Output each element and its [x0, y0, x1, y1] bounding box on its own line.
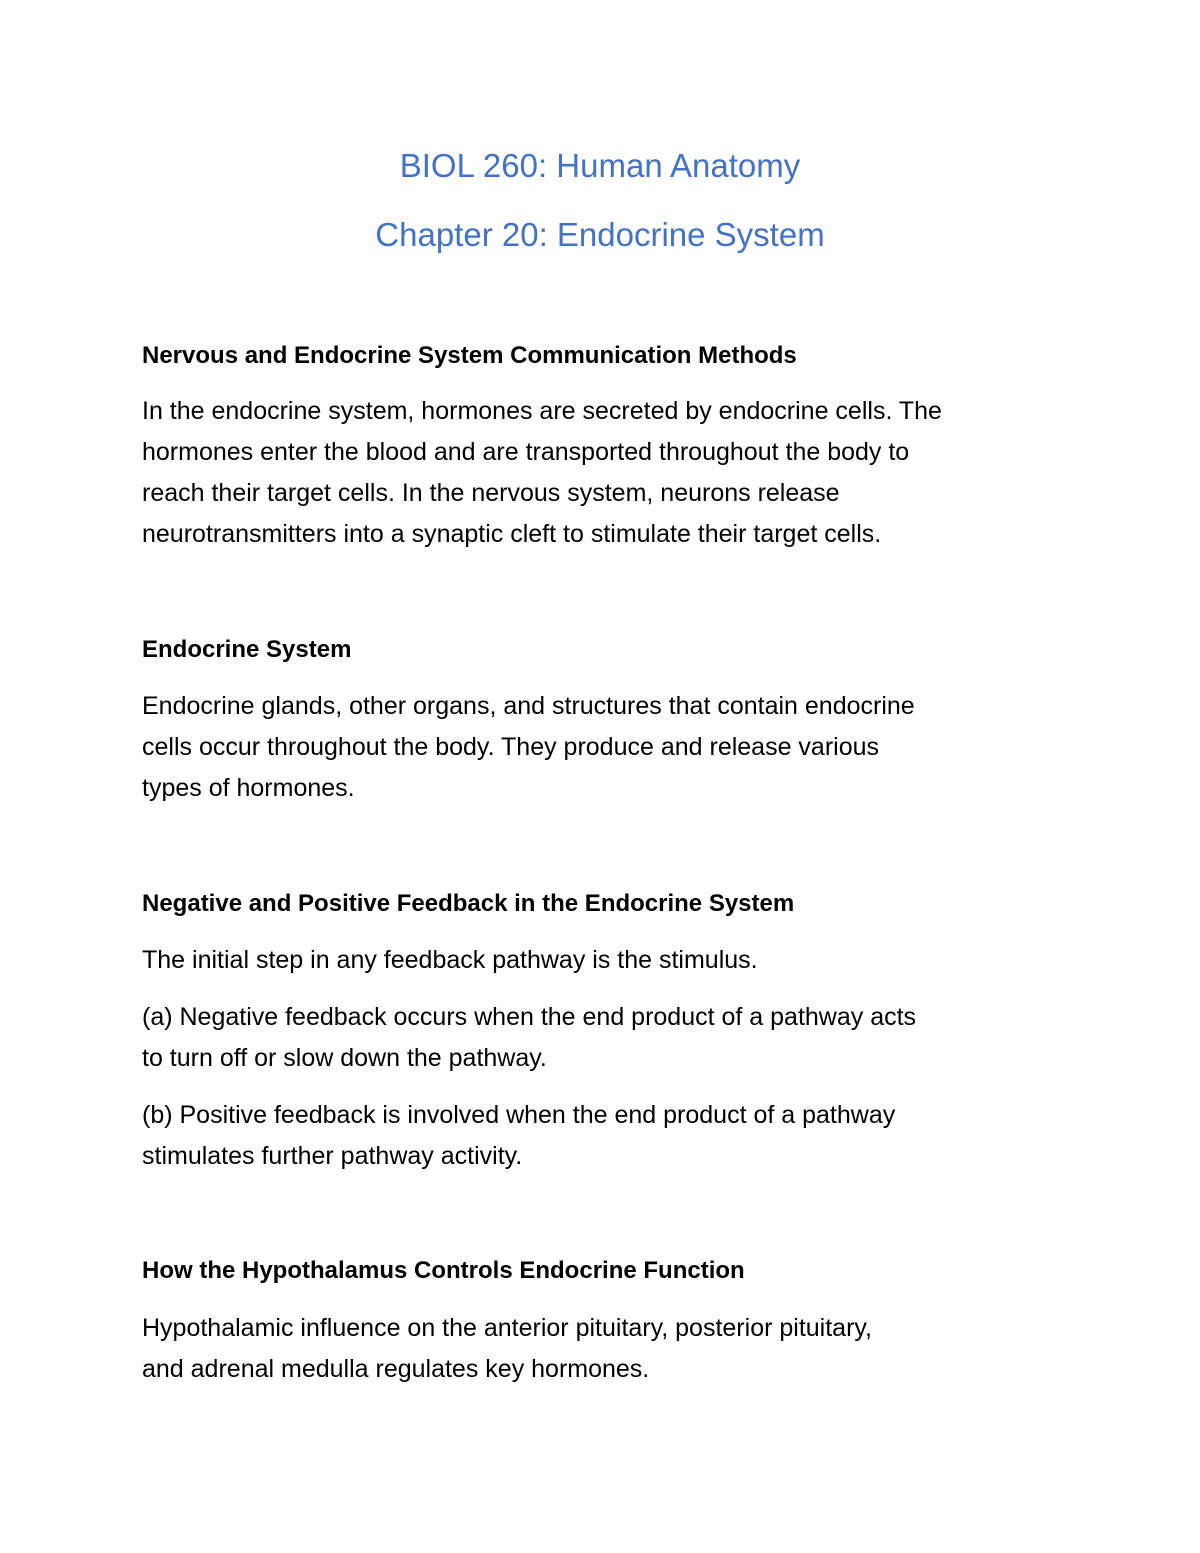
paragraph-line: Hypothalamic influence on the anterior pituitary, posterior pituitary,: [142, 1314, 872, 1342]
section-heading-feedback: Negative and Positive Feedback in the Endocrine System: [142, 890, 795, 917]
section-heading-hypothalamus: How the Hypothalamus Controls Endocrine Function: [142, 1257, 745, 1284]
paragraph-line: stimulates further pathway activity.: [142, 1142, 523, 1170]
paragraph-line: Endocrine glands, other organs, and structures that contain endocrine: [142, 692, 915, 720]
document-page: [142, 0, 1062, 1553]
paragraph-line: In the endocrine system, hormones are secreted by endocrine cells. The: [142, 397, 942, 425]
section-paragraph: [142, 940, 1062, 981]
paragraph-line: types of hormones.: [142, 774, 355, 802]
paragraph-line: to turn off or slow down the pathway.: [142, 1044, 547, 1072]
section-paragraph: [142, 391, 1062, 555]
section-paragraph: [142, 997, 1062, 1079]
paragraph-line: (a) Negative feedback occurs when the end product of a pathway acts: [142, 1003, 917, 1031]
paragraph-line: reach their target cells. In the nervous system, neurons release: [142, 479, 840, 507]
paragraph-line: hormones enter the blood and are transported throughout the body to: [142, 438, 910, 466]
section-heading-endocrine-system: Endocrine System: [142, 636, 352, 663]
chapter-title: Chapter 20: Endocrine System: [375, 216, 825, 253]
paragraph-line: The initial step in any feedback pathway is the stimulus.: [142, 946, 758, 974]
paragraph-line: (b) Positive feedback is involved when the end product of a pathway: [142, 1101, 896, 1129]
section-paragraph: [142, 686, 1062, 809]
paragraph-line: neurotransmitters into a synaptic cleft to stimulate their target cells.: [142, 520, 882, 548]
section-paragraph: [142, 1308, 1062, 1390]
document-title: BIOL 260: Human Anatomy: [399, 147, 801, 184]
section-heading-communication-methods: Nervous and Endocrine System Communication Methods: [142, 342, 797, 369]
section-paragraph: [142, 1095, 1062, 1177]
paragraph-line: cells occur throughout the body. They produce and release various: [142, 733, 880, 761]
paragraph-line: and adrenal medulla regulates key hormones.: [142, 1355, 650, 1383]
